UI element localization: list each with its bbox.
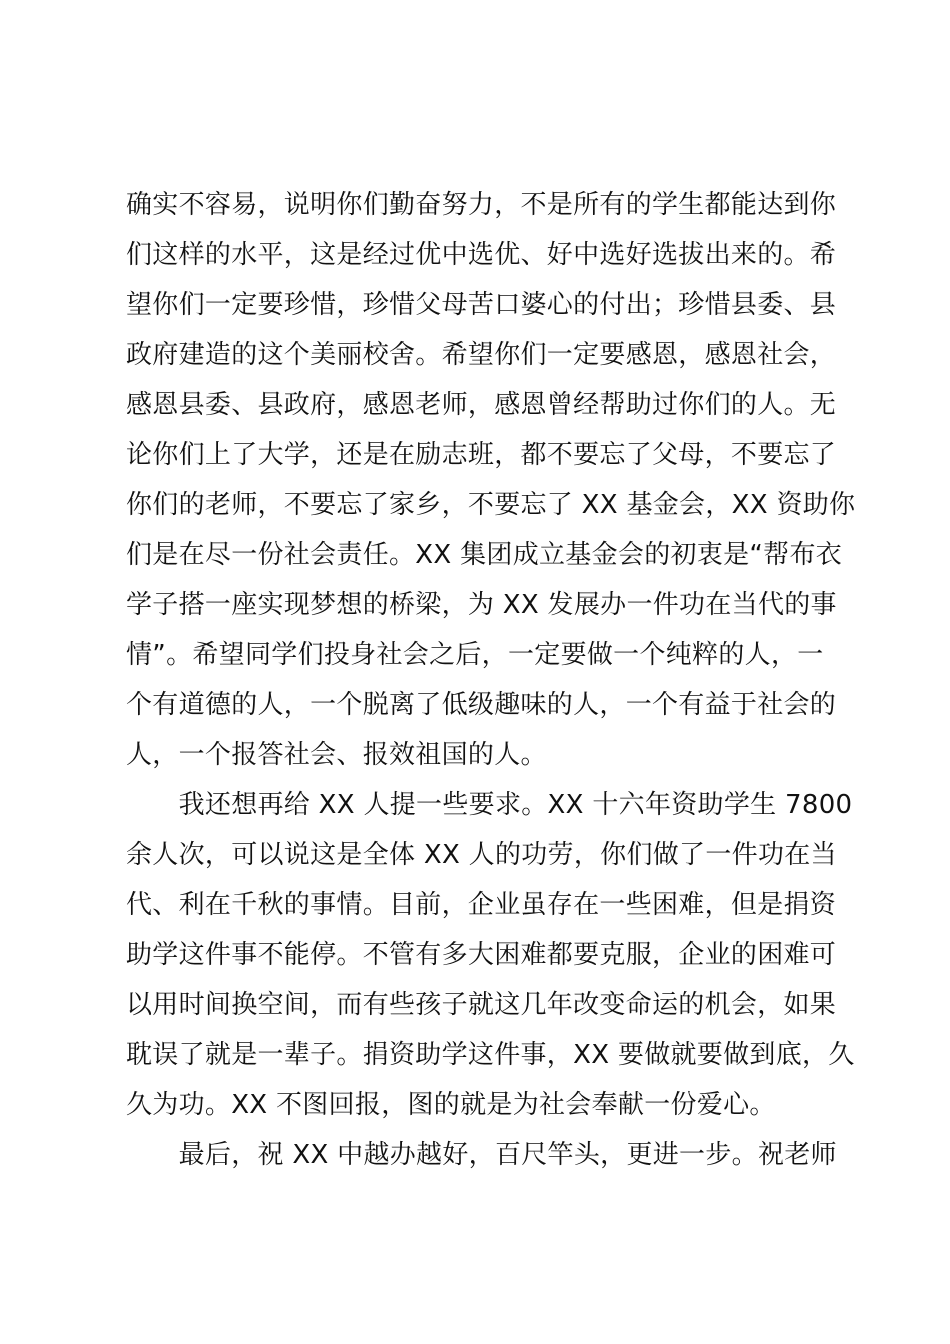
text-line: 代、利在千秋的事情。目前，企业虽存在一些困难，但是捐资 <box>126 890 837 920</box>
text-line: 们是在尽一份社会责任。XX 集团成立基金会的初衷是“帮布衣 <box>126 540 843 570</box>
text-line: 我还想再给 XX 人提一些要求。XX 十六年资助学生 7800 <box>126 790 853 820</box>
text-line: 政府建造的这个美丽校舍。希望你们一定要感恩，感恩社会， <box>126 340 837 370</box>
text-line: 耽误了就是一辈子。捐资助学这件事，XX 要做就要做到底，久 <box>126 1040 855 1070</box>
text-line: 个有道德的人，一个脱离了低级趣味的人，一个有益于社会的 <box>126 690 837 720</box>
text-line: 以用时间换空间，而有些孩子就这几年改变命运的机会，如果 <box>126 990 837 1020</box>
text-line: 余人次，可以说这是全体 XX 人的功劳，你们做了一件功在当 <box>126 840 837 870</box>
text-line: 助学这件事不能停。不管有多大困难都要克服，企业的困难可 <box>126 940 837 970</box>
text-line: 最后，祝 XX 中越办越好，百尺竿头，更进一步。祝老师 <box>126 1140 837 1170</box>
text-line: 情”。希望同学们投身社会之后，一定要做一个纯粹的人，一 <box>126 640 824 670</box>
text-line: 你们的老师，不要忘了家乡，不要忘了 XX 基金会，XX 资助你 <box>126 490 856 520</box>
text-line: 久为功。XX 不图回报，图的就是为社会奉献一份爱心。 <box>126 1090 776 1120</box>
document-text <box>126 180 856 1180</box>
text-line: 确实不容易，说明你们勤奋努力，不是所有的学生都能达到你 <box>126 190 837 220</box>
text-line: 学子搭一座实现梦想的桥梁，为 XX 发展办一件功在当代的事 <box>126 590 837 620</box>
text-line: 们这样的水平，这是经过优中选优、好中选好选拔出来的。希 <box>126 240 837 270</box>
text-line: 人，一个报答社会、报效祖国的人。 <box>126 740 547 770</box>
text-line: 感恩县委、县政府，感恩老师，感恩曾经帮助过你们的人。无 <box>126 390 837 420</box>
text-line: 望你们一定要珍惜，珍惜父母苦口婆心的付出；珍惜县委、县 <box>126 290 837 320</box>
text-line: 论你们上了大学，还是在励志班，都不要忘了父母，不要忘了 <box>126 440 837 470</box>
